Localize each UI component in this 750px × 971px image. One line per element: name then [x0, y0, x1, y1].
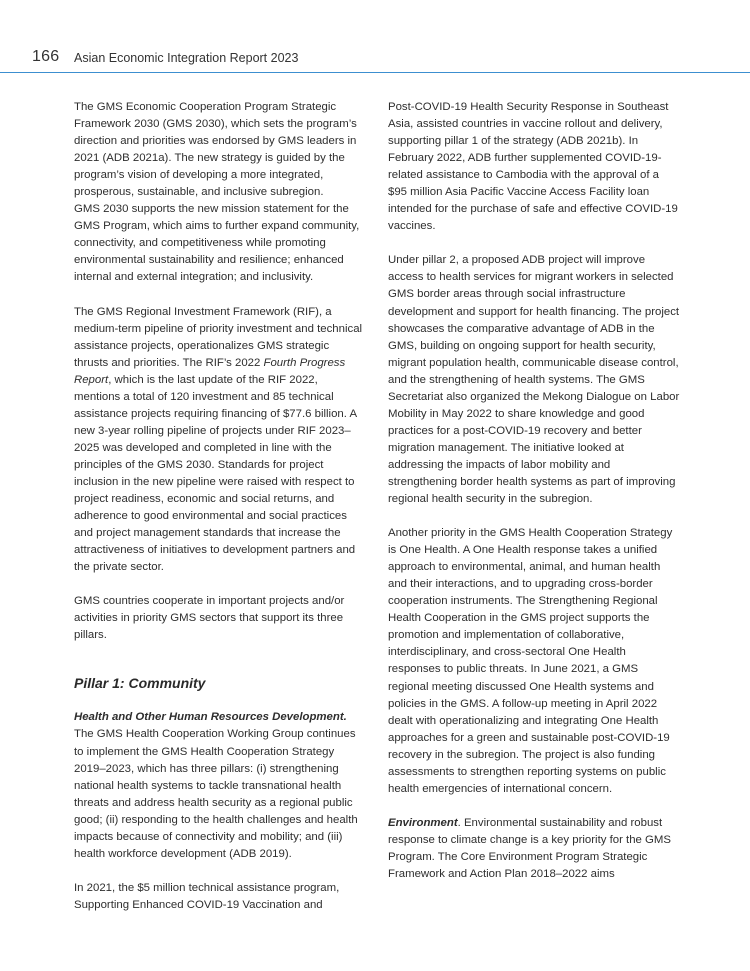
- environment-text: . Environmental sustainability and robust response to climate change is a key priority for the GMS Program. The Core Environment Program Strategic Framework and Action Plan 2018–2022 aims: [388, 816, 671, 880]
- paragraph-pillar-2: Under pillar 2, a proposed ADB project will improve access to health services for migrant workers in selected GMS border areas through social infrastructure development and support for health financing. The project showcases the comparative advantage of ADB in the GMS, building on ongoing support for health security, migrant population health, communicable disease control, and the strengthening of health systems. The GMS Secretariat also organized the Mekong Dialogue on Labor Mobility in May 2022 to share knowledge and good practices for a post-COVID-19 recovery and better migration management. The initiative looked at addressing the impacts of labor mobility and strengthening border health systems as part of improving regional health security in the subregion.: [388, 254, 680, 506]
- section-heading: Pillar 1: Community: [74, 675, 206, 692]
- paragraph-one-health: Another priority in the GMS Health Cooperation Strategy is One Health. A One Health response takes a unified approach to environmental, animal, and human health and their interactions, and to upgrading cross-border cooperation instruments. The Strengthening Regional Health Cooperation in the GMS project supports the promotion and implementation of collaborative, interdisciplinary, and cross-sectoral One Health responses to public threats. In June 2021, a GMS regional meeting discussed One Health systems and policies in the GMS. A follow-up meeting in April 2022 dealt with operationalizing and integrating One Health approaches for a green and sustainable post-COVID-19 recovery in the subregion. The project is also funding assessments to strengthen reporting systems on public health emergencies of international concern.: [388, 527, 673, 795]
- health-text: The GMS Health Cooperation Working Group continues to implement the GMS Health Cooperation Strategy 2019–2023, which has three pillars: (i) strengthening national health systems to tackle transnational health threats and address health security as a regional public good; (ii) responding to the health challenges and health impacts because of connectivity and mobility; and (iii) health workforce development (ADB 2019).: [74, 728, 358, 860]
- paragraph-rif: [74, 304, 366, 577]
- page-number: 166: [32, 48, 60, 65]
- paragraph-vaccine: Post-COVID-19 Health Security Response in Southeast Asia, assisted countries in vaccine rollout and delivery, supporting pillar 1 of the strategy (ADB 2021b). In February 2022, ADB further supplemented COVID-19-related assistance to Cambodia with the approval of a $95 million Asia Pacific Vaccine Access Facility loan intended for the purchase of safe and effective COVID-19 vaccines.: [388, 101, 678, 233]
- rif-text-b: , which is the last update of the RIF 2022, mentions a total of 120 investment and 85 technical assistance projects requiring financing of $77.6 billion. A new 3-year rolling pipeline of projects under RIF 2023–2025 was developed and completed in line with the principles of the GMS 2030. Standards for project inclusion in the new pipeline were raised with respect to project readiness, economic and social returns, and adherence to good environmental and social practices and project management standards that increase the attractiveness of initiatives to development partners and the private sector.: [74, 373, 357, 574]
- left-column: [74, 99, 366, 931]
- rif-report-title: Fourth Progress Report: [74, 356, 346, 386]
- paragraph-environment: [388, 815, 680, 883]
- page-header: [0, 0, 750, 74]
- paragraph-pillars-intro: GMS countries cooperate in important projects and/or activities in priority GMS sectors that support its three pillars.: [74, 595, 345, 642]
- run-in-heading-health: Health and Other Human Resources Development.: [74, 711, 347, 724]
- report-title: Asian Economic Integration Report 2023: [74, 51, 299, 65]
- header-rule: [0, 72, 750, 73]
- paragraph-health: [74, 709, 366, 862]
- rif-text-a: The GMS Regional Investment Framework (RIF), a medium-term pipeline of priority investment and technical assistance projects, operationalizes GMS strategic thrusts and priorities. The RIF’s 2022: [74, 305, 363, 369]
- paragraph-gms-2030-intro: The GMS Economic Cooperation Program Strategic Framework 2030 (GMS 2030), which sets the program’s direction and priorities was endorsed by GMS leaders in 2021 (ADB 2021a). The new strategy is guided by the program’s vision of developing a more integrated, prosperous, sustainable, and inclusive subregion.: [74, 101, 357, 199]
- right-column: [388, 99, 680, 900]
- run-in-heading-environment: Environment: [388, 816, 458, 829]
- paragraph-gms-2030-mission: GMS 2030 supports the new mission statement for the GMS Program, which aims to further expand community, connectivity, and competitiveness while promoting environmental sustainability and resilience; enhanced internal and external integration; and inclusivity.: [74, 203, 360, 284]
- paragraph-covid-ta: In 2021, the $5 million technical assistance program, Supporting Enhanced COVID-19 Vaccination and: [74, 881, 340, 911]
